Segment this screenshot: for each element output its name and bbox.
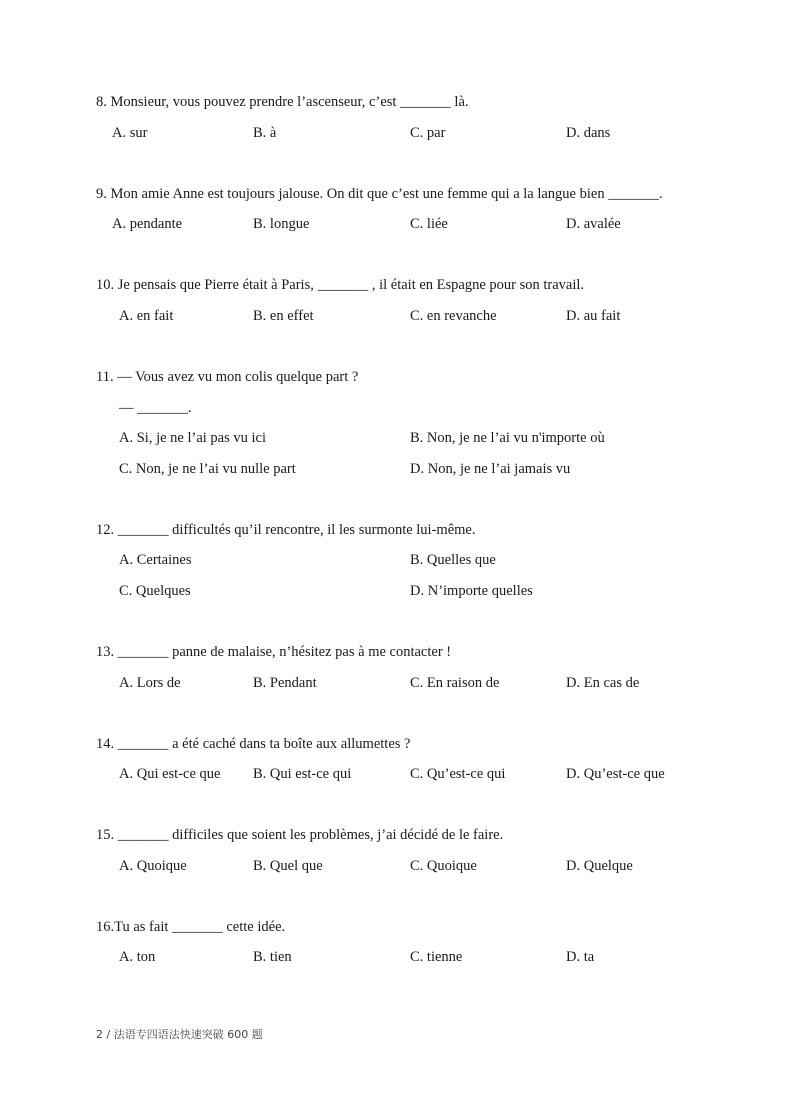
option-a: A. Certaines: [119, 552, 192, 568]
option-b: B. Pendant: [253, 675, 317, 691]
option-d: D. ta: [566, 949, 595, 965]
question-12: 12. _______ difficultés qu’il rencontre, il les surmonte lui-même.: [96, 522, 476, 538]
option-a: A. Quoique: [119, 858, 187, 874]
option-c: C. par: [410, 125, 446, 141]
question-11: 11. — Vous avez vu mon colis quelque part ?: [96, 369, 359, 385]
option-d: D. Non, je ne l’ai jamais vu: [410, 461, 571, 477]
question-16: 16.Tu as fait _______ cette idée.: [96, 919, 286, 935]
option-c: C. en revanche: [410, 308, 497, 324]
option-c: C. En raison de: [410, 675, 500, 691]
option-d: D. Qu’est-ce que: [566, 766, 665, 782]
option-a: A. Si, je ne l’ai pas vu ici: [119, 430, 266, 446]
option-d: D. dans: [566, 125, 611, 141]
option-c: C. tienne: [410, 949, 463, 965]
question-14: 14. _______ a été caché dans ta boîte aux allumettes ?: [96, 736, 411, 752]
option-c: C. Quoique: [410, 858, 477, 874]
option-b: B. Qui est-ce qui: [253, 766, 352, 782]
question-8: 8. Monsieur, vous pouvez prendre l’ascenseur, c’est _______ là.: [96, 94, 469, 110]
option-d: D. au fait: [566, 308, 621, 324]
option-d: D. avalée: [566, 216, 621, 232]
page-footer: 2 / 法语专四语法快速突破 600 题: [96, 1028, 263, 1041]
option-b: B. Quel que: [253, 858, 323, 874]
option-b: B. Quelles que: [410, 552, 496, 568]
option-a: A. en fait: [119, 308, 174, 324]
question-13: 13. _______ panne de malaise, n’hésitez pas à me contacter !: [96, 644, 452, 660]
option-a: A. Lors de: [119, 675, 181, 691]
option-a: A. Qui est-ce que: [119, 766, 221, 782]
option-c: C. Non, je ne l’ai vu nulle part: [119, 461, 296, 477]
option-c: C. Qu’est-ce qui: [410, 766, 506, 782]
option-a: A. sur: [112, 125, 148, 141]
answer-dash-line: — _______.: [119, 400, 192, 416]
option-d: D. N’importe quelles: [410, 583, 533, 599]
question-10: 10. Je pensais que Pierre était à Paris, _______ , il était en Espagne pour son travail.: [96, 277, 585, 293]
option-a: A. ton: [119, 949, 156, 965]
option-d: D. Quelque: [566, 858, 633, 874]
option-c: C. Quelques: [119, 583, 191, 599]
option-a: A. pendante: [112, 216, 183, 232]
option-c: C. liée: [410, 216, 448, 232]
option-d: D. En cas de: [566, 675, 640, 691]
option-b: B. tien: [253, 949, 292, 965]
option-b: B. à: [253, 125, 277, 141]
question-9: 9. Mon amie Anne est toujours jalouse. On dit que c’est une femme qui a la langue bien _______.: [96, 186, 663, 202]
option-b: B. longue: [253, 216, 310, 232]
option-b: B. Non, je ne l’ai vu n'importe où: [410, 430, 605, 446]
option-b: B. en effet: [253, 308, 314, 324]
question-15: 15. _______ difficiles que soient les problèmes, j’ai décidé de le faire.: [96, 827, 504, 843]
